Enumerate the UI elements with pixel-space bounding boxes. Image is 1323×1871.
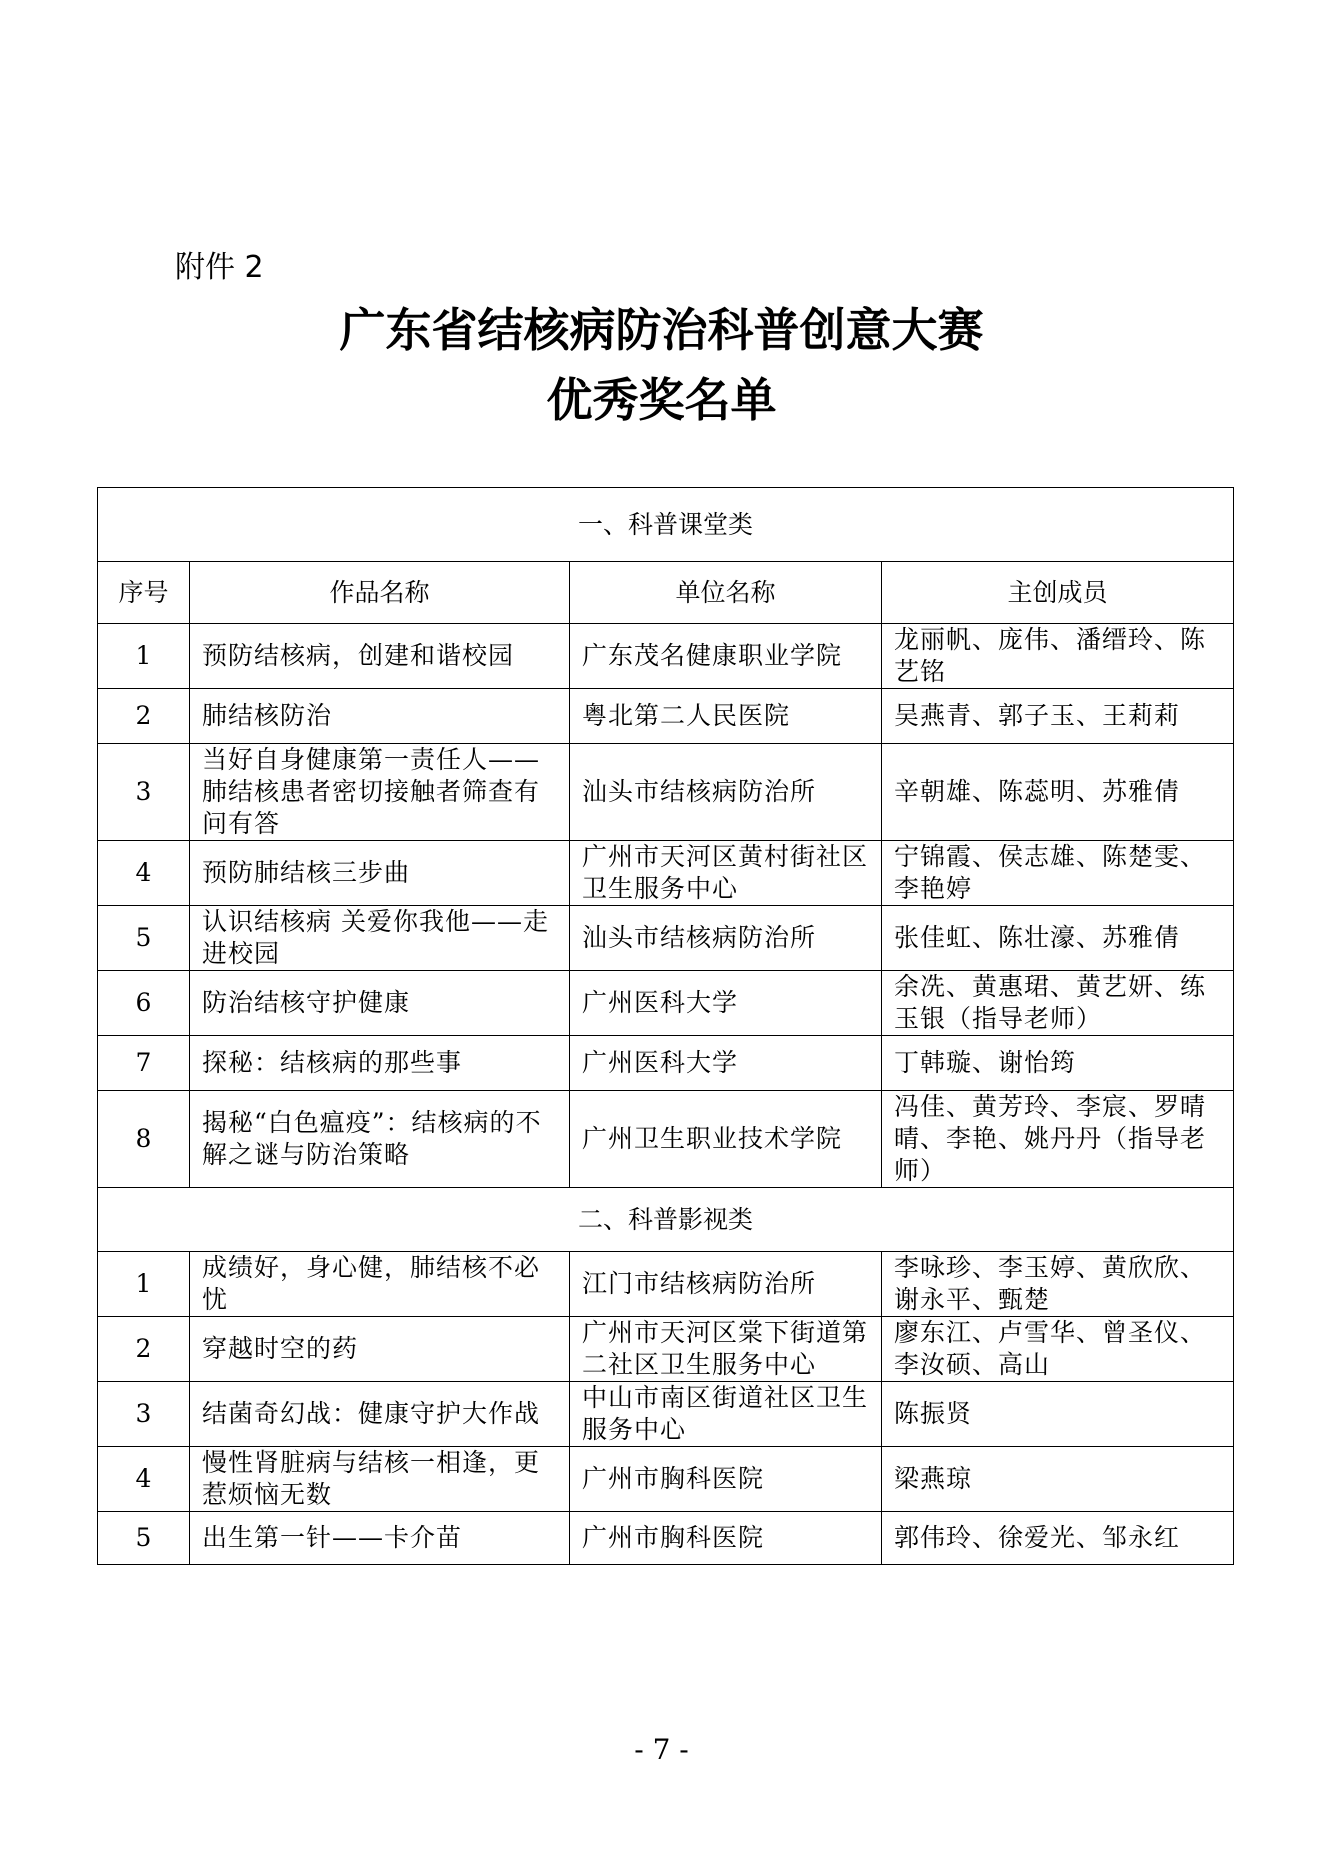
work-title-cell: 预防结核病，创建和谐校园 <box>190 624 570 689</box>
work-title-cell: 防治结核守护健康 <box>190 971 570 1036</box>
row-number-cell: 8 <box>98 1091 190 1188</box>
members-cell: 郭伟玲、徐爱光、邹永红 <box>882 1512 1234 1565</box>
members-cell: 张佳虹、陈壮濠、苏雅倩 <box>882 906 1234 971</box>
column-header-row <box>98 562 1234 624</box>
attachment-label: 附件 2 <box>175 250 264 285</box>
organization-name-cell: 广州医科大学 <box>570 971 882 1036</box>
work-title-cell: 成绩好，身心健，肺结核不必忧 <box>190 1252 570 1317</box>
table-row <box>98 906 1234 971</box>
row-number-cell: 3 <box>98 744 190 841</box>
members-cell: 冯佳、黄芳玲、李宸、罗晴晴、李艳、姚丹丹（指导老师） <box>882 1091 1234 1188</box>
organization-name-cell: 广州市胸科医院 <box>570 1512 882 1565</box>
row-number-cell: 4 <box>98 841 190 906</box>
page-number: - 7 - <box>634 1733 689 1766</box>
members-cell: 宁锦霞、侯志雄、陈楚雯、李艳婷 <box>882 841 1234 906</box>
members-cell: 丁韩璇、谢怡筠 <box>882 1036 1234 1091</box>
table-row <box>98 1512 1234 1565</box>
awards-table-body <box>98 488 1234 1565</box>
document-title: 广东省结核病防治科普创意大赛 <box>339 303 984 357</box>
row-number-cell: 2 <box>98 689 190 744</box>
section-heading: 二、科普影视类 <box>98 1188 1234 1252</box>
row-number-cell: 5 <box>98 1512 190 1565</box>
table-row <box>98 1382 1234 1447</box>
table-row <box>98 971 1234 1036</box>
table-row <box>98 841 1234 906</box>
organization-name-cell: 广州市天河区棠下街道第二社区卫生服务中心 <box>570 1317 882 1382</box>
organization-name-cell: 广州卫生职业技术学院 <box>570 1091 882 1188</box>
work-title-cell: 出生第一针——卡介苗 <box>190 1512 570 1565</box>
members-cell: 吴燕青、郭子玉、王莉莉 <box>882 689 1234 744</box>
work-title-cell: 认识结核病 关爱你我他——走进校园 <box>190 906 570 971</box>
table-row <box>98 1091 1234 1188</box>
column-header-members: 主创成员 <box>882 562 1234 624</box>
organization-name-cell: 广州市天河区黄村街社区卫生服务中心 <box>570 841 882 906</box>
row-number-cell: 5 <box>98 906 190 971</box>
work-title-cell: 慢性肾脏病与结核一相逢，更惹烦恼无数 <box>190 1447 570 1512</box>
organization-name-cell: 汕头市结核病防治所 <box>570 906 882 971</box>
members-cell: 梁燕琼 <box>882 1447 1234 1512</box>
work-title-cell: 结菌奇幻战：健康守护大作战 <box>190 1382 570 1447</box>
section-heading-row <box>98 1188 1234 1252</box>
row-number-cell: 6 <box>98 971 190 1036</box>
members-cell: 李咏珍、李玉婷、黄欣欣、谢永平、甄楚 <box>882 1252 1234 1317</box>
members-cell: 陈振贤 <box>882 1382 1234 1447</box>
organization-name-cell: 中山市南区街道社区卫生服务中心 <box>570 1382 882 1447</box>
organization-name-cell: 广州市胸科医院 <box>570 1447 882 1512</box>
work-title-cell: 当好自身健康第一责任人——肺结核患者密切接触者筛查有问有答 <box>190 744 570 841</box>
table-row <box>98 1317 1234 1382</box>
organization-name-cell: 粤北第二人民医院 <box>570 689 882 744</box>
organization-name-cell: 广东茂名健康职业学院 <box>570 624 882 689</box>
work-title-cell: 探秘：结核病的那些事 <box>190 1036 570 1091</box>
table-row <box>98 1036 1234 1091</box>
table-row <box>98 744 1234 841</box>
organization-name-cell: 广州医科大学 <box>570 1036 882 1091</box>
column-header-number: 序号 <box>98 562 190 624</box>
table-row <box>98 689 1234 744</box>
table-row <box>98 1252 1234 1317</box>
work-title-cell: 揭秘“白色瘟疫”：结核病的不解之谜与防治策略 <box>190 1091 570 1188</box>
row-number-cell: 1 <box>98 624 190 689</box>
members-cell: 辛朝雄、陈蕊明、苏雅倩 <box>882 744 1234 841</box>
section-heading: 一、科普课堂类 <box>98 488 1234 562</box>
table-row <box>98 624 1234 689</box>
row-number-cell: 2 <box>98 1317 190 1382</box>
members-cell: 廖东江、卢雪华、曾圣仪、李汝硕、高山 <box>882 1317 1234 1382</box>
work-title-cell: 预防肺结核三步曲 <box>190 841 570 906</box>
column-header-organization: 单位名称 <box>570 562 882 624</box>
section-heading-row <box>98 488 1234 562</box>
organization-name-cell: 汕头市结核病防治所 <box>570 744 882 841</box>
column-header-work-title: 作品名称 <box>190 562 570 624</box>
members-cell: 余冼、黄惠珺、黄艺妍、练玉银（指导老师） <box>882 971 1234 1036</box>
row-number-cell: 1 <box>98 1252 190 1317</box>
row-number-cell: 4 <box>98 1447 190 1512</box>
table-row <box>98 1447 1234 1512</box>
organization-name-cell: 江门市结核病防治所 <box>570 1252 882 1317</box>
work-title-cell: 肺结核防治 <box>190 689 570 744</box>
awards-table <box>97 487 1234 1565</box>
work-title-cell: 穿越时空的药 <box>190 1317 570 1382</box>
members-cell: 龙丽帆、庞伟、潘缙玲、陈艺铭 <box>882 624 1234 689</box>
row-number-cell: 7 <box>98 1036 190 1091</box>
document-subtitle: 优秀奖名单 <box>546 373 777 427</box>
row-number-cell: 3 <box>98 1382 190 1447</box>
